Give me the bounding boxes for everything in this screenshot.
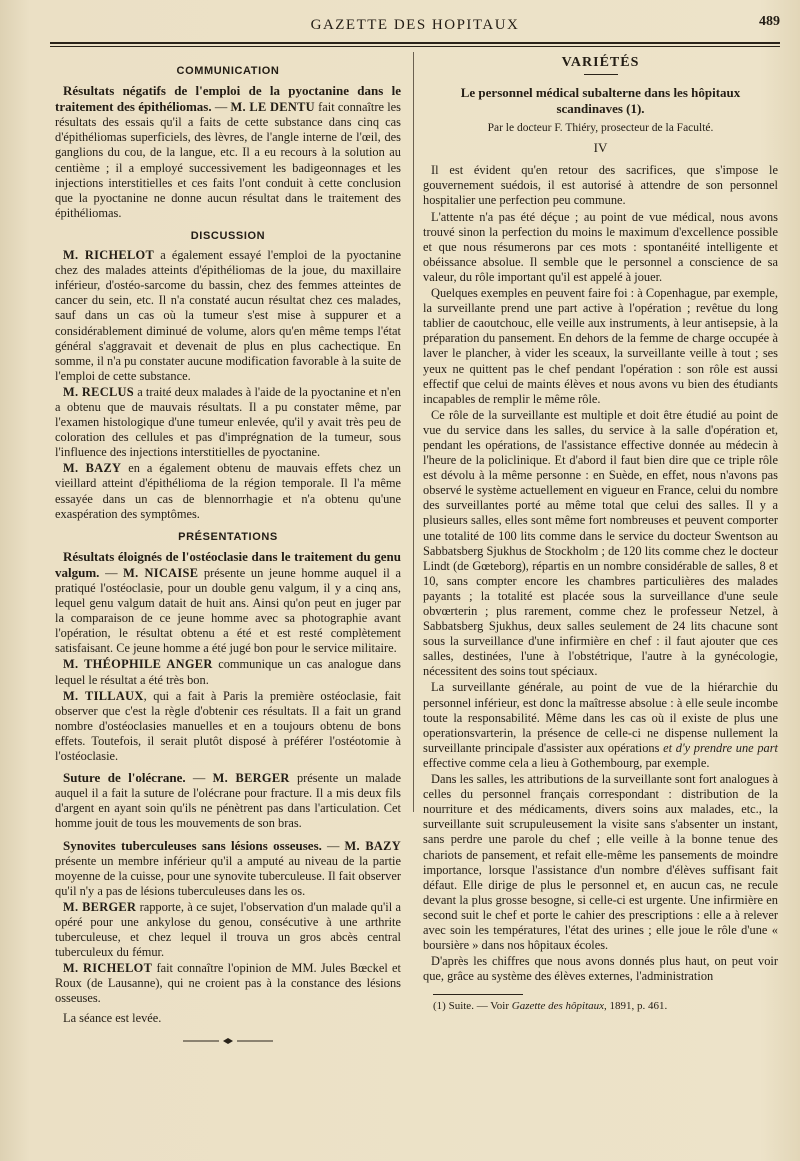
footnote-rule: [433, 994, 523, 995]
paragraph: Il est évident qu'en retour des sacrifices, que s'impose le gouvernement suédois, il est autorisé à attendre de son personnel hospitalier une perfection peu commune.: [423, 163, 778, 208]
article-title: Synovites tuberculeuses sans lésions osseuses.: [63, 837, 322, 853]
speaker-name: M. BERGER: [212, 771, 290, 786]
paragraph-richelot-opinion: [55, 961, 401, 1006]
page-header: [50, 14, 780, 40]
footnote-text: , 1891, p. 461.: [604, 1000, 668, 1013]
paragraph: Dans les salles, les attributions de la surveillante sont fort analogues à celles du personnel français correspondant : distribution de la nourriture et des médicaments, divers soins aux malades, etc., la surveillante suit scrupuleusement la visite sans s'absenter un instant, sans perdre une parole du chef ; elle veille à la bonne tenue des chariots de pansement, et refait elle-même les pansements de moindre importance, lorsque l'assistance d'un nombre d'élèves suffisant fait défaut. Elle dirige de plus le personnel et, en aucun cas, ne recule devant la plus grosse besogne, si celle-ci est urgente. Une infirmière en second suit le chef et porte le cahier des prescriptions : elle a à relever avec soin les températures, l'état des urines ; elle joue le rôle d'une « boursière » dans nos hôpitaux écoles.: [423, 772, 778, 953]
paragraph-olecrane: [55, 770, 401, 831]
paragraph-text: , qui a fait à Paris la première ostéoclasie, fait observer que c'est la règle d'obtenir ces résultats. Il a fait un grand nombre d'ostéoclasies manuelles et en a toujours obtenu de bons effets. Toutefois, il serait plutôt disposé à préférer l'ostéotomie à l'ostéoclasie.: [55, 688, 401, 764]
paragraph: Ce rôle de la surveillante est multiple et doit être étudié au point de vue du service dans les salles, du service à la salle d'opération et, pendant les opérations, de l'assistance effective donnée au médecin à l'heure de la policlinique. Et d'abord il faut bien dire que ce triple rôle est dévolu à la même personne : en Suède, en effet, nous n'avons pas observé le système actuellement en vigueur en France, celui du nombre des surveillantes porté au même total que celui des salles. Il y a plusieurs salles, elles sont même fort nombreuses et peuvent comporter une totalité de 100 lits comme dans le service du docteur Swentson au Sabbatsberg Sjukhus de Stockholm ; de 120 lits comme chez le docteur Lindt (de Gœteborg), répartis en un nombre considérable de salles, 8 et 10, sans compter encore les chambres particulières des malades payants ; la totalité est placée sous la surveillance d'une seule obvœrterin ; plus rarement, comme chez le professeur Netzel, à Sabbatsberg Sjukhus, deux salles seulement de 24 lits chacune sont sous la surveillance d'une infirmière en chef : il faut ajouter que ces salles, destinées, l'une à l'obstétrique, l'autre à la gynécologie, nécessitent des soins tout spéciaux.: [423, 407, 778, 679]
paragraph-tillaux: [55, 689, 401, 764]
speaker-name: M. TILLAUX: [63, 688, 144, 703]
paragraph: L'attente n'a pas été déçue ; au point de vue médical, nous avons trouvé sinon la perfection du moins le maximum d'excellence possible et que nous résumerons par ces mots : spontanéité intelligente et obéissance absolue. Il semble que le personnel a conscience de sa valeur, du rôle important qu'il est appelé à jouer.: [423, 209, 778, 284]
paragraph: D'après les chiffres que nous avons donnés plus haut, on peut voir que, grâce au système des élèves externes, l'administration: [423, 954, 778, 984]
paragraph-text: fait connaître l'opinion de MM. Jules Bœckel et Roux (de Lausanne), qui ne croient pas à la constance des lésions osseuses.: [55, 961, 401, 1006]
header-rule-thick: [50, 42, 780, 44]
speaker-name: M. NICAISE: [123, 565, 199, 580]
dash: —: [321, 838, 345, 853]
article-title: Résultats éloignés de l'ostéoclasie dans le traitement du genu valgum.: [55, 548, 401, 580]
speaker-name: M. RICHELOT: [63, 961, 153, 976]
speaker-name: M. BAZY: [344, 838, 401, 853]
italic-text: et d'y prendre une part: [663, 740, 778, 755]
speaker-name: M. BERGER: [63, 899, 137, 914]
paragraph-text: rapporte, à ce sujet, l'observation d'un malade qu'il a opéré pour une ankylose du genou, consécutive à une arthrite tuberculeuse, et chez lequel il trouva un gros abcès central tuberculeux du fémur.: [55, 899, 402, 960]
footnote: [433, 999, 778, 1014]
header-rule-thin: [50, 46, 780, 47]
byline: Par le docteur F. Thiéry, prosecteur de la Faculté.: [487, 122, 714, 135]
article-title: Résultats négatifs de l'emploi de la pyoctanine dans le traitement des épithéliomas.: [55, 83, 401, 115]
paragraph-reclus: [55, 385, 401, 460]
right-column: [423, 55, 778, 1014]
speaker-name: M. LE DENTU: [230, 100, 315, 115]
paragraph: Quelques exemples en peuvent faire foi : à Copenhague, par exemple, la surveillante prend une part active à l'opération ; revêtue du long tablier de caoutchouc, elle veille aux instruments, à leur antisepsie, à la préparation du pansement. En dehors de la femme de charge occupée à laver le plancher, à vider les sceaux, la surveillante veille à tout ; ses yeux ne quittent pas le chef pendant l'opération : son rôle est aussi effectif que celui de maints élèves et nous avons vu bien des étudiants incapables de remplir le même rôle.: [423, 286, 778, 406]
footnote-text: (1) Suite. — Voir: [433, 1000, 512, 1013]
presentations-heading: PRÉSENTATIONS: [178, 530, 278, 543]
page-number: 489: [759, 14, 780, 29]
paragraph-text: effective comme cela a lieu à Gothembourg, par exemple.: [423, 755, 710, 770]
speaker-name: M. RICHELOT: [63, 248, 155, 263]
paragraph-anger: [55, 657, 401, 687]
communication-heading: COMMUNICATION: [176, 65, 280, 77]
paragraph-berger: [55, 900, 401, 960]
paragraph-bazy: [55, 461, 401, 521]
left-column: [55, 62, 401, 1049]
varietes-heading: VARIÉTÉS: [561, 55, 640, 70]
article-title: Suture de l'olécrane.: [63, 770, 186, 786]
paragraph-text: présente un malade auquel il a fait la suture de l'olécrane pour fracture. Il a mis deux fils d'argent en ayant soin qu'ils ne pénètrent pas dans l'articulation. Cet homme jouit de tous les mouvements de son bras.: [55, 771, 401, 831]
paragraph: [423, 680, 778, 771]
paragraph-text: a traité deux malades à l'aide de la pyoctanine et n'en a obtenu que de mauvais résultats. Il a pu constater même, par l'examen histologique d'une tumeur enlevée, qu'il y avait très peu de coloration des cellules et pas d'imprégnation de la tumeur, sous l'influence des injections interstitielles de pyoctanine.: [55, 384, 401, 460]
dash: —: [185, 771, 213, 786]
speaker-name: M. RECLUS: [63, 384, 134, 399]
paragraph-text: présente un membre inférieur qu'il a amputé au niveau de la partie moyenne de la cuisse, pour une synovite tuberculeuse. Il fait observer qu'il n'y a pas de lésions tuberculeuses dans les os.: [55, 853, 401, 898]
discussion-heading: DISCUSSION: [190, 229, 266, 242]
short-rule: [584, 74, 618, 75]
dash: —: [211, 100, 231, 115]
end-ornament: [55, 1034, 401, 1049]
paragraph-text: en a également obtenu de mauvais effets chez un vieillard atteint d'épithélioma de la région temporale. Il l'a même essayée dans un cas de blennorrhagie et n'a obtenu qu'une exaspération des symptômes.: [55, 461, 401, 521]
section-number: IV: [593, 140, 608, 156]
paragraph-text: présente un jeune homme auquel il a pratiqué l'ostéoclasie, pour un double genu valgum, il y a cinq ans, lequel genu valgum datait de huit ans. Ainsi qu'on peut en juger par la comparaison de ce jeune homme avec sa photographie avant l'opération, le résultat obtenu a été et est resté complètement satisfaisant. Ce jeune homme a été jugé bon pour le service militaire.: [55, 565, 402, 656]
column-divider: [413, 52, 414, 812]
paragraph-text: fait connaître les résultats des essais qu'il a faits de cette substance dans cinq cas d'épithéliomas superficiels, des lèvres, de l'angle interne de l'œil, des ganglions du cou, de la langue, etc. Il a eu recours à la solution au centième ; il a employé successivement les badigeonnages et les injections interstitielles et ces faits l'ont conduit à cette conclusion que la pyoctanine ne donne aucun résultat dans le traitement des épithéliomas.: [55, 100, 401, 220]
paragraph-osteoclasie: [55, 549, 401, 657]
article-title: Le personnel médical subalterne dans les hôpitaux scandinaves (1).: [460, 85, 741, 117]
paragraph-text: communique un cas analogue dans lequel le résultat a été très bon.: [55, 657, 401, 687]
paragraph-richelot: [55, 248, 401, 384]
closing-line: La séance est levée.: [63, 1010, 162, 1025]
journal-title: GAZETTE DES HOPITAUX: [310, 17, 520, 33]
paragraph-text: La surveillante générale, au point de vue de la hiérarchie du personnel inférieur, est donc la maîtresse absolue : à elle seule incombe toute la responsabilité. Même dans les cas où il existe de plus une operationsvarterin, la présence de celle-ci ne dispense nullement la surveillante principale d'assister aux opérations: [423, 680, 778, 755]
paragraph-text: a également essayé l'emploi de la pyoctanine chez des malades atteints d'épithéliomas de la joue, du maxillaire inférieur, d'ostéo-sarcome du bassin, chez des femmes atteintes de cancer du sein, etc. Il n'a constaté aucun résultat chez ces malades, sauf dans un cas où la tumeur s'est mise à suppurer et a considérablement diminué de volume, alors qu'en même temps l'état général s'aggravait et devenait de plus en plus cachectique. En somme, il n'a pu constater aucune modification favorable à la suite de l'emploi de cette substance.: [55, 248, 401, 383]
paragraph-synovites: [55, 838, 401, 899]
footnote-citation: Gazette des hôpitaux: [511, 1000, 605, 1013]
dash: —: [99, 565, 124, 580]
speaker-name: M. BAZY: [63, 461, 122, 476]
paragraph-pyoctanine: [55, 83, 401, 221]
speaker-name: M. THÉOPHILE ANGER: [63, 657, 213, 672]
end-ornament-rule: [183, 1038, 273, 1044]
